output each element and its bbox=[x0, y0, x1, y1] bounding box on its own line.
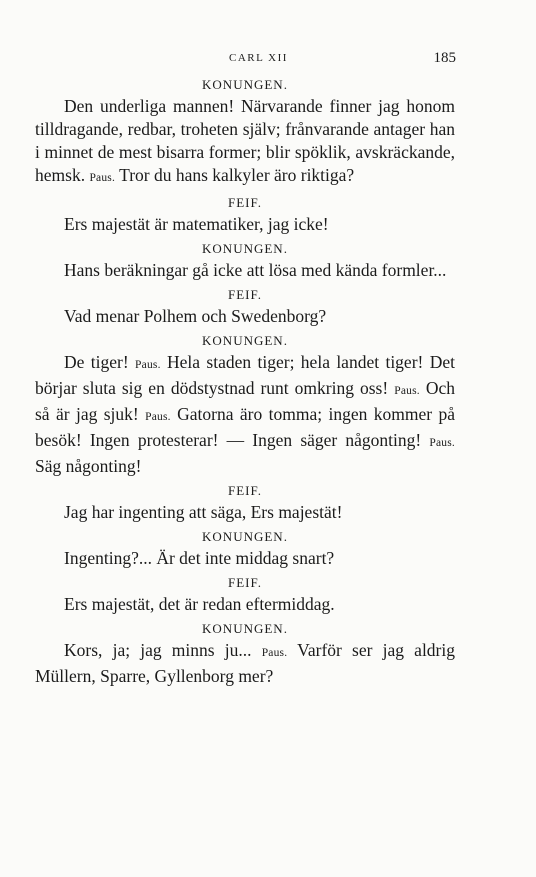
speaker-name: FEIF. bbox=[228, 195, 262, 210]
stage-direction: Paus. bbox=[394, 385, 420, 397]
stage-direction: Paus. bbox=[429, 437, 455, 449]
dialogue-paragraph bbox=[35, 639, 455, 688]
spoken-text: Ers majestät, det är redan eftermiddag. bbox=[64, 594, 335, 614]
speaker-name: FEIF. bbox=[228, 575, 262, 590]
speaker-name: FEIF. bbox=[228, 287, 262, 302]
spoken-text: Och så är jag sjuk! bbox=[35, 378, 456, 424]
speaker-name: KONUNGEN. bbox=[202, 333, 288, 348]
speaker-name: KONUNGEN. bbox=[202, 529, 288, 544]
stage-direction: Paus. bbox=[145, 411, 171, 423]
spoken-text: Kors, ja; jag minns ju... bbox=[64, 640, 262, 660]
spoken-text: Säg någonting! bbox=[35, 456, 142, 476]
dialogue-paragraph bbox=[35, 501, 455, 524]
speaker-name: KONUNGEN. bbox=[202, 621, 288, 636]
dialogue-paragraph bbox=[35, 351, 455, 478]
dialogue-paragraph bbox=[35, 95, 455, 190]
speaker-name: KONUNGEN. bbox=[202, 241, 288, 256]
speaker-name: KONUNGEN. bbox=[202, 77, 288, 92]
spoken-text: Ingenting?... Är det inte middag snart? bbox=[64, 548, 335, 568]
page-header bbox=[0, 50, 536, 70]
spoken-text: Jag har ingenting att säga, Ers majestät! bbox=[64, 502, 343, 522]
dialogue-paragraph bbox=[35, 305, 455, 328]
dialogue-text bbox=[35, 76, 455, 688]
page-number: 185 bbox=[433, 50, 456, 66]
spoken-text: Varför ser jag aldrig Müllern, Sparre, Gyllenborg mer? bbox=[35, 640, 455, 686]
dialogue-paragraph bbox=[35, 213, 455, 236]
dialogue-paragraph bbox=[35, 259, 455, 282]
stage-direction: Paus. bbox=[261, 647, 288, 659]
stage-direction: Paus. bbox=[89, 172, 116, 184]
spoken-text: Tror du hans kalkyler äro riktiga? bbox=[115, 165, 355, 185]
spoken-text: Hela staden tiger; hela landet tiger! Det börjar sluta sig en dödstystnad runt omkring oss! bbox=[35, 352, 455, 398]
dialogue-paragraph bbox=[35, 593, 455, 616]
spoken-text: Gatorna äro tomma; ingen kommer på besök! Ingen protesterar! — Ingen säger någonting! bbox=[35, 404, 456, 450]
running-title: CARL XII bbox=[229, 52, 288, 64]
spoken-text: Ers majestät är matematiker, jag icke! bbox=[64, 214, 329, 234]
spoken-text: Den underliga mannen! Närvarande finner jag honom tilldragande, redbar, troheten själv; frånvarande antager han i minnet de mest bisarra former; blir spöklik, avskräckande, hemsk. bbox=[35, 96, 455, 185]
spoken-text: Hans beräkningar gå icke att lösa med kända formler... bbox=[64, 260, 447, 280]
speaker-name: FEIF. bbox=[228, 483, 262, 498]
dialogue-paragraph bbox=[35, 547, 455, 570]
spoken-text: De tiger! bbox=[64, 352, 136, 372]
stage-direction: Paus. bbox=[135, 359, 161, 371]
spoken-text: Vad menar Polhem och Swedenborg? bbox=[64, 306, 327, 326]
